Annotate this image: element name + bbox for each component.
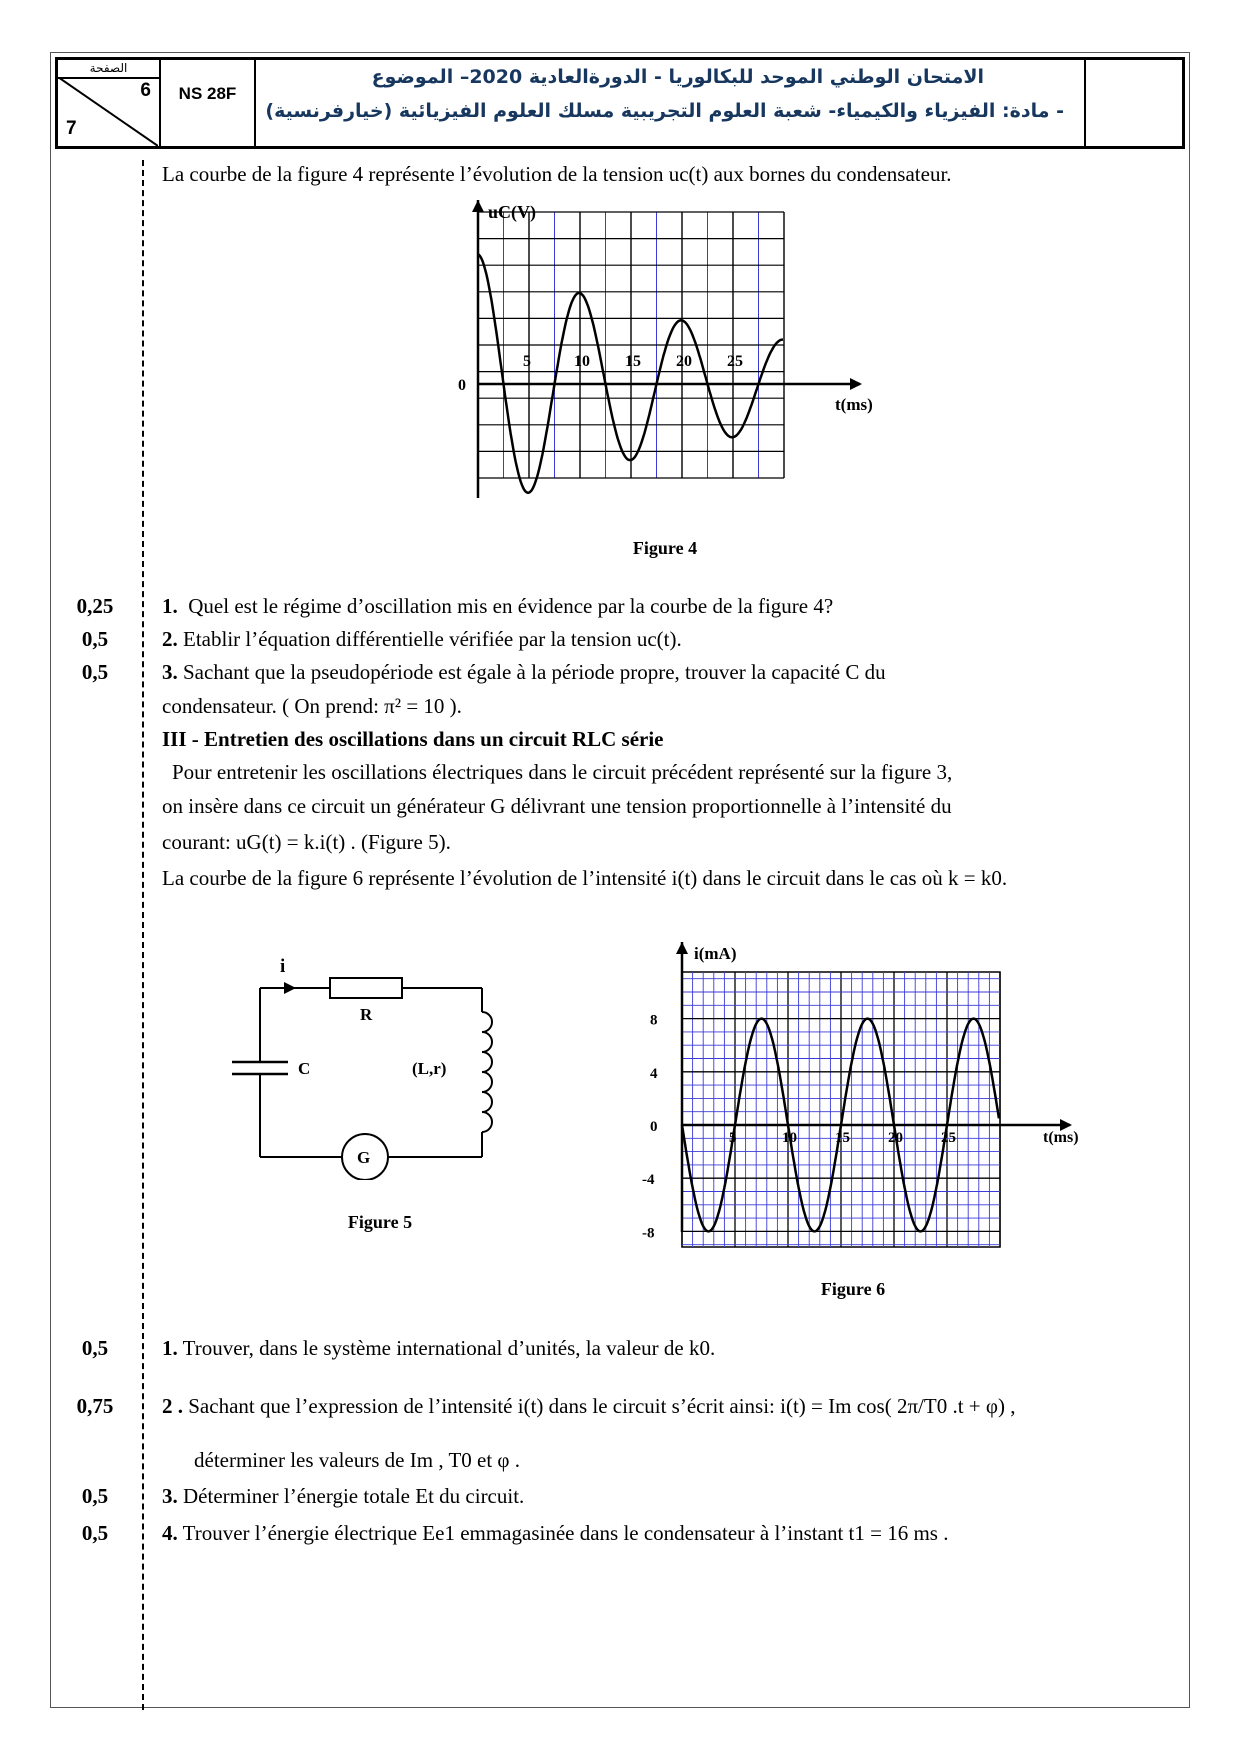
figure-4-xtick: 10 bbox=[574, 353, 590, 370]
points-q3-1: 0,5 bbox=[81, 1336, 109, 1360]
figure-4-xtick: 25 bbox=[727, 353, 743, 370]
figure-4-xtick: 20 bbox=[676, 353, 692, 370]
figure-4-ylabel: uC(V) bbox=[488, 202, 536, 222]
label-G: G bbox=[357, 1148, 371, 1167]
figure-4-xlabel: t(ms) bbox=[835, 395, 873, 414]
figure-6-chart bbox=[640, 942, 1110, 1282]
question-3-1: 1. Trouver, dans le système international d’unités, la valeur de k0. bbox=[162, 1336, 716, 1360]
figure-6-ytick: 8 bbox=[650, 1012, 658, 1029]
page-number-box bbox=[58, 60, 161, 146]
figure-6-grid bbox=[682, 972, 1000, 1247]
label-C: C bbox=[298, 1059, 311, 1078]
figure-6-y-arrow bbox=[676, 942, 688, 954]
figure-4-chart bbox=[440, 200, 880, 540]
question-2-3: 3. Sachant que la pseudopériode est égale à la période propre, trouver la capacité C du bbox=[162, 660, 886, 684]
section-3-p2: on insère dans ce circuit un générateur G délivrant une tension proportionnelle à l’intensité du bbox=[162, 794, 952, 818]
label-i: i bbox=[280, 956, 286, 977]
exam-code-box bbox=[161, 60, 256, 146]
question-3-4: 4. Trouver l’énergie électrique Ee1 emmagasinée dans le condensateur à l’instant t1 = 16 ms . bbox=[162, 1521, 949, 1545]
exam-header bbox=[55, 57, 1185, 149]
points-q2-3: 0,5 bbox=[81, 660, 109, 684]
figure-5-caption: Figure 5 bbox=[347, 1212, 413, 1232]
question-3-2: 2 . Sachant que l’expression de l’intensité i(t) dans le circuit s’écrit ainsi: i(t) = Im cos( 2π/T0 .t + φ) , bbox=[162, 1394, 1016, 1418]
figure-6-xtick: 15 bbox=[835, 1130, 850, 1146]
label-L: (L,r) bbox=[412, 1059, 447, 1078]
figure-6-ytick: -8 bbox=[642, 1225, 655, 1242]
current-arrow bbox=[284, 982, 296, 994]
page-current: 6 bbox=[140, 80, 151, 101]
label-R: R bbox=[360, 1005, 373, 1024]
question-2-2: 2. Etablir l’équation différentielle vérifiée par la tension uc(t). bbox=[162, 627, 682, 651]
figure-4-origin: 0 bbox=[458, 377, 466, 394]
exam-title-box bbox=[256, 60, 1086, 146]
figure-5-circuit bbox=[220, 950, 520, 1180]
figure-4-x-arrow bbox=[850, 378, 862, 390]
figure-6-xtick: 20 bbox=[888, 1130, 903, 1146]
section-3-p1: Pour entretenir les oscillations électriques dans le circuit précédent représenté sur la figure 3, bbox=[172, 760, 953, 784]
question-2-1: 1. Quel est le régime d’oscillation mis en évidence par la courbe de la figure 4? bbox=[162, 594, 834, 618]
page-label: الصفحة bbox=[58, 60, 159, 79]
question-3-3: 3. Déterminer l’énergie totale Et du circuit. bbox=[162, 1484, 525, 1508]
points-q2-2: 0,5 bbox=[81, 627, 109, 651]
coil-L bbox=[482, 1012, 492, 1132]
points-q3-2: 0,75 bbox=[76, 1394, 114, 1418]
figure-4-xtick: 15 bbox=[625, 353, 641, 370]
resistor-R bbox=[330, 978, 402, 998]
figure-6-ytick: -4 bbox=[642, 1172, 655, 1189]
page-total: 7 bbox=[66, 118, 77, 139]
figure-6-ylabel: i(mA) bbox=[694, 944, 737, 963]
exam-title-line2: - مادة: الفيزياء والكيمياء- شعبة العلوم التجريبية مسلك العلوم الفيزيائية (خيارفرنسية) bbox=[265, 100, 1064, 122]
exam-title-line1: الامتحان الوطني الموحد للبكالوريا - الدورةالعادية 2020– الموضوع bbox=[371, 66, 984, 88]
figure-4-y-arrow bbox=[472, 200, 484, 212]
figure-4-caption: Figure 4 bbox=[632, 538, 698, 558]
points-q3-4: 0,5 bbox=[81, 1521, 109, 1545]
figure-6-ytick: 4 bbox=[650, 1065, 658, 1082]
figure-6-xtick: 25 bbox=[941, 1130, 956, 1146]
margin-dashed-line bbox=[142, 160, 144, 1710]
figure-4-xtick: 5 bbox=[523, 353, 531, 370]
intro-text: La courbe de la figure 4 représente l’évolution de la tension uc(t) aux bornes du condensateur. bbox=[162, 162, 952, 186]
section-3-p3: courant: uG(t) = k.i(t) . (Figure 5). bbox=[162, 830, 451, 854]
exam-code: NS 28F bbox=[178, 84, 237, 103]
question-2-3-cont: condensateur. ( On prend: π² = 10 ). bbox=[162, 694, 462, 718]
question-3-2-cont: déterminer les valeurs de Im , T0 et φ . bbox=[194, 1448, 521, 1472]
figure-6-ytick: 0 bbox=[650, 1119, 658, 1135]
figure-6-xtick: 10 bbox=[782, 1130, 797, 1146]
points-q3-3: 0,5 bbox=[81, 1484, 109, 1508]
figure-6-caption: Figure 6 bbox=[820, 1279, 886, 1299]
figure-6-xtick: 5 bbox=[729, 1130, 737, 1146]
section-3-title: III - Entretien des oscillations dans un circuit RLC série bbox=[162, 727, 664, 751]
section-3-p4: La courbe de la figure 6 représente l’évolution de l’intensité i(t) dans le circuit dans le cas où k = k0. bbox=[162, 866, 1008, 890]
figure-6-xlabel: t(ms) bbox=[1043, 1129, 1079, 1146]
figure-4-grid bbox=[478, 212, 784, 478]
points-q2-1: 0,25 bbox=[76, 594, 114, 618]
